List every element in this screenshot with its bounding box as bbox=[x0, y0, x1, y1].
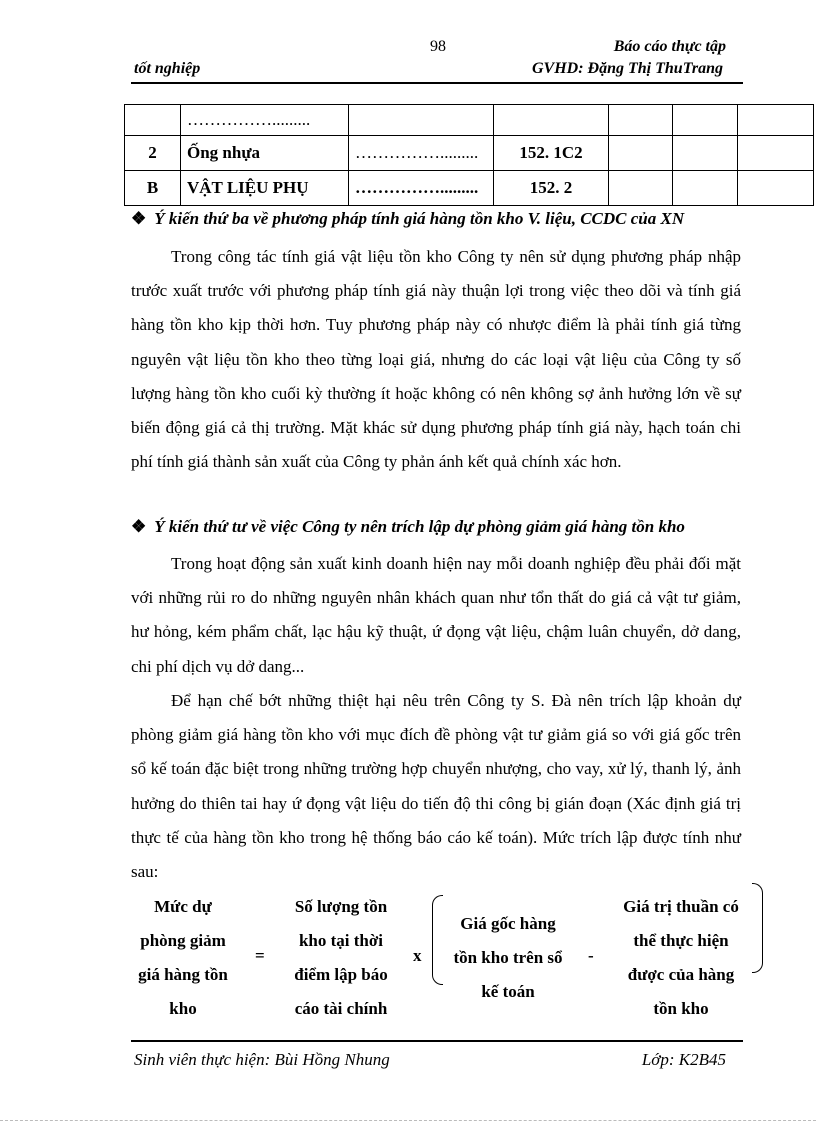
section-3-paragraph bbox=[131, 240, 741, 479]
paragraph-text: Để hạn chế bớt những thiệt hại nêu trên Công ty S. Đà nên trích lập khoản dự phòng giảm giá hàng tồn kho với mục đích đề phòng vật tư giảm giá so với giá gốc trên sổ kế toán đặc biệt trong những trường hợp chuyển nhượng, cho vay, xử lý, thanh lý, ảnh hưởng do thiên tai hay ứ đọng vật liệu do tiến độ thi công bị gián đoạn (Xác định giá trị thực tế của hàng tồn kho trong hệ thống báo cáo kế toán). Mức trích lập được tính như sau: bbox=[131, 691, 741, 882]
footer-rule bbox=[131, 1040, 743, 1042]
formula-line: kho bbox=[169, 999, 197, 1018]
formula-line: điểm lập báo bbox=[294, 965, 388, 984]
section-3-heading bbox=[131, 209, 684, 229]
formula-times: x bbox=[413, 946, 422, 965]
cell-empty bbox=[609, 171, 673, 206]
section-4-heading-text: Ý kiến thứ tư về việc Công ty nên trích lập dự phòng giảm giá hàng tồn kho bbox=[154, 517, 685, 536]
cell-name: VẬT LIỆU PHỤ bbox=[181, 171, 349, 206]
cell-empty bbox=[673, 171, 738, 206]
bullet-icon: ❖ bbox=[131, 209, 147, 228]
class-code: Lớp: K2B45 bbox=[641, 1050, 726, 1069]
cell-empty bbox=[609, 105, 673, 136]
cell-no: B bbox=[125, 171, 181, 206]
formula-line: Số lượng tồn bbox=[294, 897, 388, 916]
cell-empty bbox=[738, 105, 814, 136]
formula-line: thể thực hiện bbox=[633, 931, 729, 950]
formula-line: Mức dự bbox=[154, 897, 212, 916]
section-4-paragraph-2 bbox=[131, 684, 741, 889]
formula-line: được của hàng bbox=[627, 965, 735, 984]
right-brace-icon bbox=[752, 883, 763, 973]
report-title: Báo cáo thực tập bbox=[613, 38, 726, 55]
table-row bbox=[125, 105, 814, 136]
cell-no: 2 bbox=[125, 136, 181, 171]
formula-line: Giá trị thuần có bbox=[623, 897, 739, 916]
formula-lhs bbox=[128, 890, 238, 1026]
paragraph-text: Trong hoạt động sản xuất kinh doanh hiện nay mỗi doanh nghiệp đều phải đối mặt với những rủi ro do những nguyên nhân khách quan như tổn thất do giá cả vật tư giảm, hư hỏng, kém phẩm chất, lạc hậu kỹ thuật, ứ đọng vật liệu, chậm luân chuyển, dở dang, chi phí dịch vụ dở dang... bbox=[131, 554, 741, 676]
cell-dots: ……………......... bbox=[349, 171, 494, 206]
page-edge-divider bbox=[0, 1120, 816, 1121]
formula-line: Giá gốc hàng bbox=[460, 914, 556, 933]
header-rule bbox=[131, 82, 743, 84]
cell-name-text: ……………......... bbox=[187, 110, 311, 129]
formula-line: tồn kho trên sổ bbox=[453, 948, 563, 967]
formula-line: tồn kho bbox=[653, 999, 709, 1018]
cell-code bbox=[494, 105, 609, 136]
formula-net-value bbox=[607, 890, 755, 1026]
formula-line: kế toán bbox=[481, 982, 535, 1001]
section-4-heading bbox=[131, 517, 685, 537]
page-number: 98 bbox=[430, 38, 446, 55]
cell-name: Ống nhựa bbox=[181, 136, 349, 171]
student-name: Sinh viên thực hiện: Bùi Hồng Nhung bbox=[134, 1050, 390, 1069]
formula-line: giá hàng tồn bbox=[138, 965, 228, 984]
formula-equals: = bbox=[255, 946, 265, 965]
formula-minus: - bbox=[588, 946, 594, 965]
bullet-icon: ❖ bbox=[131, 517, 147, 536]
paragraph-text: Trong công tác tính giá vật liệu tồn kho Công ty nên sử dụng phương pháp nhập trước xuất trước với phương pháp tính giá này thuận lợi trong việc theo dõi và tính giá hàng tồn kho kịp thời hơn. Tuy phương pháp này có nhược điểm là phải tính giá từng nguyên vật liệu tồn kho theo từng loại giá, nhưng do các loại vật liệu của Công ty số lượng hàng tồn kho cuối kỳ thường ít hoặc không có nên không sợ ảnh hưởng lớn về sự biến động giá cả thị trường. Mặt khác sử dụng phương pháp tính giá này, hạch toán chi phí tính giá thành sản xuất của Công ty phản ánh kết quả chính xác hơn. bbox=[131, 247, 741, 472]
cell-name bbox=[181, 105, 349, 136]
cell-empty bbox=[738, 171, 814, 206]
cell-no bbox=[125, 105, 181, 136]
section-4-paragraph-1 bbox=[131, 547, 741, 684]
cell-dots bbox=[349, 105, 494, 136]
formula-cost bbox=[440, 907, 576, 1009]
formula-quantity bbox=[282, 890, 400, 1026]
material-table bbox=[124, 104, 814, 206]
cell-code: 152. 2 bbox=[494, 171, 609, 206]
cell-dots: ……………......... bbox=[349, 136, 494, 171]
section-3-heading-text: Ý kiến thứ ba về phương pháp tính giá hàng tồn kho V. liệu, CCDC của XN bbox=[154, 209, 685, 228]
formula-line: kho tại thời bbox=[298, 931, 384, 950]
cell-empty bbox=[609, 136, 673, 171]
cell-empty bbox=[673, 136, 738, 171]
cell-empty bbox=[738, 136, 814, 171]
table-row bbox=[125, 136, 814, 171]
supervisor: GVHD: Đặng Thị ThuTrang bbox=[532, 60, 723, 77]
formula-line: cáo tài chính bbox=[294, 999, 388, 1018]
formula-line: phòng giảm bbox=[140, 931, 226, 950]
cell-empty bbox=[673, 105, 738, 136]
report-title-continued: tốt nghiệp bbox=[134, 60, 201, 77]
cell-code: 152. 1C2 bbox=[494, 136, 609, 171]
table-row bbox=[125, 171, 814, 206]
